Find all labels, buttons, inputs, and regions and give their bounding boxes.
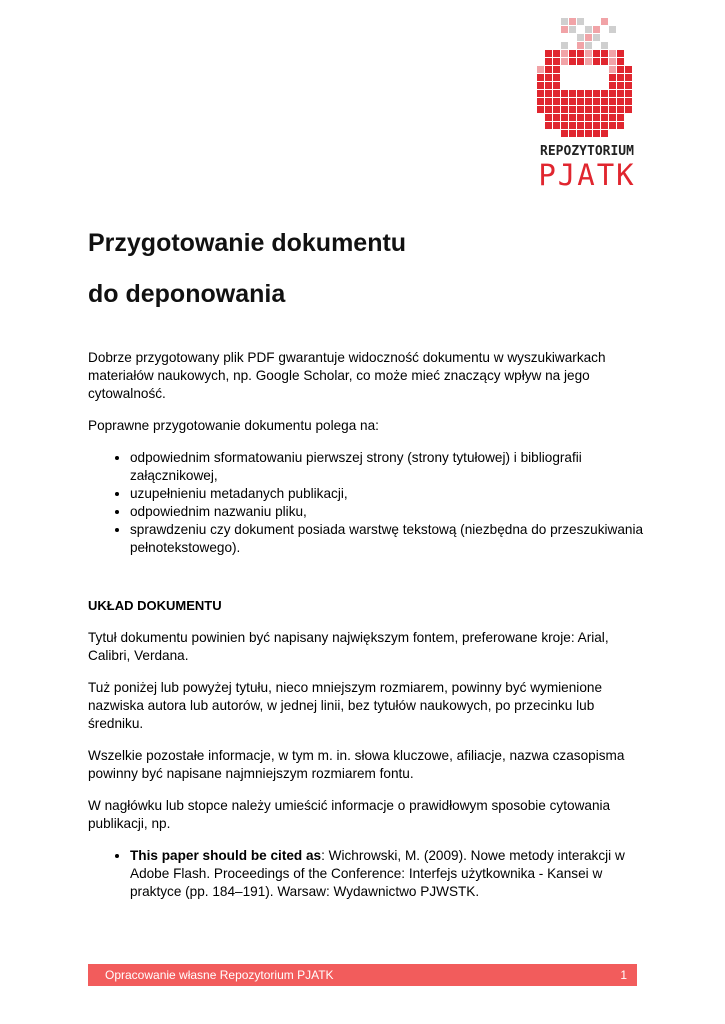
logo-pixel (561, 18, 568, 25)
logo-pixel (545, 50, 552, 57)
logo-pixel (617, 74, 624, 81)
page-footer (88, 964, 637, 986)
logo-pixel (561, 58, 568, 65)
logo-pixel (625, 106, 632, 113)
footer-text: Opracowanie własne Repozytorium PJATK (105, 968, 334, 982)
logo-pixel (577, 130, 584, 137)
paragraph: Tuż poniżej lub powyżej tytułu, nieco mniejszym rozmiarem, powinny być wymienione nazwiska autora lub autorów, w jednej linii, bez tytułów naukowych, po przecinku lub średniku. (88, 680, 603, 731)
logo-pixel (609, 114, 616, 121)
logo-pixel (577, 98, 584, 105)
logo-pixel (577, 50, 584, 57)
logo-pixel (585, 98, 592, 105)
section-heading: UKŁAD DOKUMENTU (88, 598, 222, 613)
prep-list (88, 449, 648, 557)
logo-pixel (585, 114, 592, 121)
logo-pixel (561, 106, 568, 113)
logo-pixel (585, 26, 592, 33)
logo-pixel (569, 122, 576, 129)
list-item: • sprawdzeniu czy dokument posiada warstwę tekstową (niezbędna do przeszukiwania pełnotekstowego). (130, 521, 648, 557)
logo-pixel (609, 26, 616, 33)
logo-pixel (585, 34, 592, 41)
intro-paragraph: Dobrze przygotowany plik PDF gwarantuje widoczność dokumentu w wyszukiwarkach materiałów naukowych, np. Google Scholar, co może mieć znaczący wpływ na jego cytowalność. (88, 350, 606, 401)
logo-pixel (569, 58, 576, 65)
logo-pixel (609, 66, 616, 73)
logo-pixel (601, 98, 608, 105)
logo-pixel (545, 90, 552, 97)
document-title-line1: Przygotowanie dokumentu (88, 229, 407, 257)
logo-pixel (601, 130, 608, 137)
list-item: • uzupełnieniu metadanych publikacji, (130, 485, 648, 503)
logo-pixel (569, 130, 576, 137)
logo-pixel (569, 106, 576, 113)
logo-text-pjatk: PJATK (538, 158, 636, 192)
citation-text: : Wichrowski, M. (2009). Nowe metody interakcji w Adobe Flash. Proceedings of the Conference: Interfejs użytkownika - Kansei w praktyce (pp. 184–191). Warsaw: Wydawnictwo PJWSTK. (130, 848, 625, 899)
logo-pixel (617, 114, 624, 121)
list-item: • odpowiednim sformatowaniu pierwszej strony (strony tytułowej) i bibliografii załącznikowej, (130, 449, 648, 485)
logo-pixel (537, 74, 544, 81)
logo-pixel (593, 50, 600, 57)
logo-pixel (537, 106, 544, 113)
logo-pixel (601, 42, 608, 49)
logo-pixel (601, 50, 608, 57)
logo-pixel (537, 90, 544, 97)
logo-pixel (593, 114, 600, 121)
logo-pixel (609, 106, 616, 113)
logo-pixel (593, 26, 600, 33)
logo-pixel (609, 82, 616, 89)
logo-pixel (553, 98, 560, 105)
logo-pixel (617, 98, 624, 105)
logo-pixel (553, 90, 560, 97)
logo-pixel (609, 58, 616, 65)
logo-pixel (561, 98, 568, 105)
logo (531, 16, 643, 192)
logo-pixel (561, 90, 568, 97)
logo-pixel (545, 74, 552, 81)
logo-pixel (553, 74, 560, 81)
paragraph: Tytuł dokumentu powinien być napisany największym fontem, preferowane kroje: Arial, Calibri, Verdana. (88, 630, 609, 663)
paragraph: Wszelkie pozostałe informacje, w tym m. in. słowa kluczowe, afiliacje, nazwa czasopisma powinny być napisane najmniejszym rozmiarem fontu. (88, 748, 625, 781)
logo-pixel (617, 106, 624, 113)
logo-pixel (545, 114, 552, 121)
logo-pixel (553, 66, 560, 73)
logo-pixel (545, 82, 552, 89)
logo-pixel (625, 74, 632, 81)
logo-text-repozytorium: REPOZYTORIUM (540, 144, 634, 159)
logo-pixel (609, 98, 616, 105)
logo-pixel (561, 26, 568, 33)
logo-pixel (617, 90, 624, 97)
logo-pixel (585, 106, 592, 113)
logo-pixel (577, 58, 584, 65)
page-number: 1 (620, 968, 627, 982)
logo-pixel (601, 114, 608, 121)
document-body (88, 349, 648, 915)
logo-pixel (601, 18, 608, 25)
logo-pixel (601, 106, 608, 113)
logo-pixel (585, 122, 592, 129)
document-title-line2: do deponowania (88, 280, 286, 308)
logo-pixel (585, 50, 592, 57)
logo-pixel (625, 98, 632, 105)
logo-pixel (569, 50, 576, 57)
logo-pixel (561, 122, 568, 129)
citation-label: This paper should be cited as (130, 848, 322, 863)
logo-pixel (569, 114, 576, 121)
logo-pixel (593, 98, 600, 105)
logo-pixel (593, 58, 600, 65)
pixel-logo-icon (535, 16, 639, 140)
logo-pixel (553, 106, 560, 113)
logo-pixel (601, 122, 608, 129)
logo-pixel (569, 90, 576, 97)
logo-pixel (577, 106, 584, 113)
logo-pixel (593, 90, 600, 97)
logo-pixel (617, 66, 624, 73)
logo-pixel (609, 50, 616, 57)
prep-lead: Poprawne przygotowanie dokumentu polega na: (88, 418, 379, 433)
logo-pixel (593, 34, 600, 41)
citation-list (88, 847, 648, 901)
logo-pixel (617, 58, 624, 65)
logo-pixel (537, 66, 544, 73)
logo-pixel (537, 82, 544, 89)
logo-pixel (577, 18, 584, 25)
logo-pixel (625, 66, 632, 73)
logo-pixel (609, 90, 616, 97)
logo-pixel (569, 18, 576, 25)
logo-pixel (601, 90, 608, 97)
logo-pixel (593, 122, 600, 129)
logo-pixel (553, 114, 560, 121)
logo-pixel (577, 122, 584, 129)
citation-item (130, 847, 648, 901)
logo-pixel (617, 50, 624, 57)
logo-pixel (585, 130, 592, 137)
logo-pixel (609, 122, 616, 129)
logo-pixel (561, 42, 568, 49)
logo-pixel (545, 106, 552, 113)
logo-pixel (553, 122, 560, 129)
logo-pixel (569, 98, 576, 105)
logo-pixel (625, 82, 632, 89)
logo-pixel (577, 114, 584, 121)
logo-pixel (561, 114, 568, 121)
logo-pixel (545, 66, 552, 73)
logo-pixel (609, 74, 616, 81)
logo-pixel (585, 90, 592, 97)
logo-pixel (545, 122, 552, 129)
logo-pixel (545, 98, 552, 105)
logo-pixel (569, 26, 576, 33)
logo-pixel (625, 90, 632, 97)
paragraph: W nagłówku lub stopce należy umieścić informacje o prawidłowym sposobie cytowania publikacji, np. (88, 798, 611, 831)
logo-pixel (585, 58, 592, 65)
logo-pixel (577, 34, 584, 41)
list-item: • odpowiednim nazwaniu pliku, (130, 503, 648, 521)
logo-pixel (553, 82, 560, 89)
logo-pixel (593, 106, 600, 113)
logo-pixel (601, 58, 608, 65)
logo-pixel (561, 130, 568, 137)
logo-pixel (553, 50, 560, 57)
logo-pixel (577, 90, 584, 97)
logo-pixel (617, 82, 624, 89)
logo-pixel (617, 122, 624, 129)
logo-pixel (561, 50, 568, 57)
logo-pixel (545, 58, 552, 65)
logo-pixel (593, 130, 600, 137)
logo-pixel (553, 58, 560, 65)
logo-pixel (537, 98, 544, 105)
logo-pixel (577, 42, 584, 49)
logo-pixel (585, 42, 592, 49)
